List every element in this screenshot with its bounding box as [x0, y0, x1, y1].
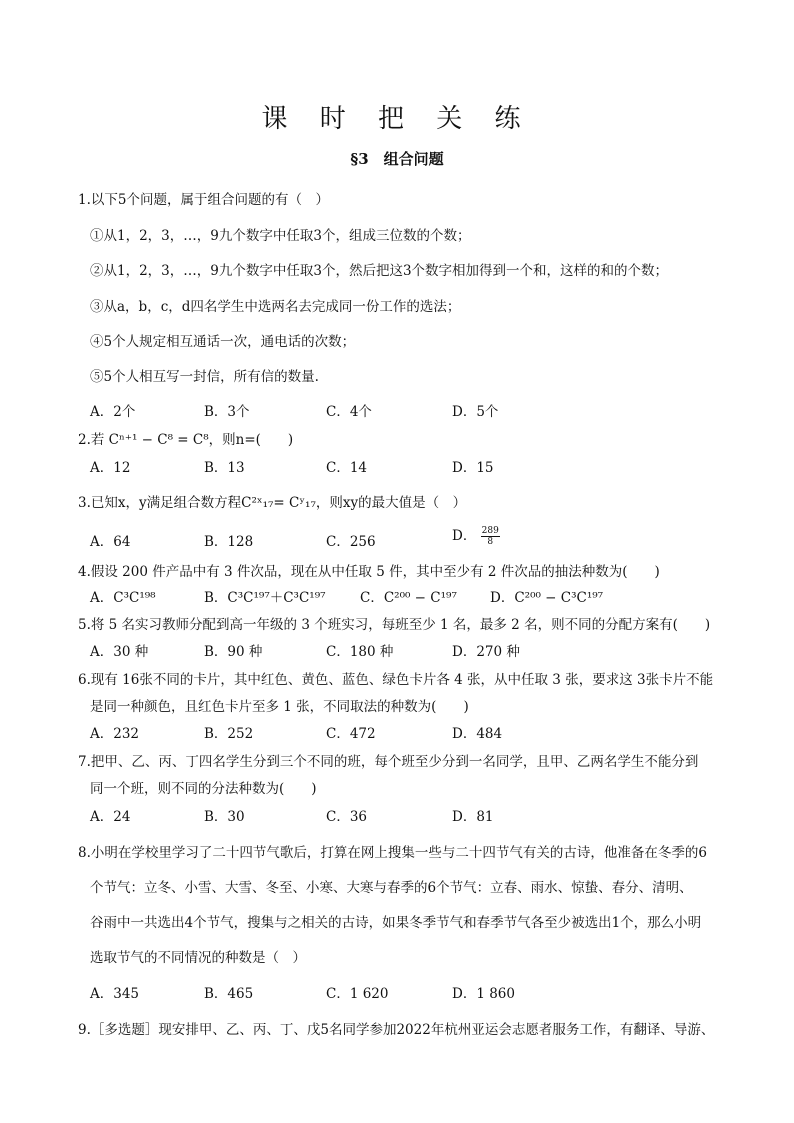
- question-6-option-d: D．484: [452, 726, 503, 742]
- question-2-stem: 2.若 Cⁿ⁺¹ − C⁸ = C⁸，则n=( ): [78, 432, 294, 448]
- question-5-stem: 5.将 5 名实习教师分配到高一年级的 3 个班实习，每班至少 1 名，最多 2 名，则不同的分配方案有( ): [78, 617, 711, 633]
- question-5-option-b: B．90 种: [204, 644, 263, 660]
- question-2-option-b: B．13: [204, 460, 245, 476]
- question-4-stem: 4.假设 200 件产品中有 3 件次品，现在从中任取 5 件，其中至少有 2 件次品的抽法种数为( ): [78, 564, 660, 580]
- question-1-item-4: ④5个人规定相互通话一次，通电话的次数；: [90, 334, 356, 350]
- question-8-option-c: C．1 620: [326, 986, 389, 1002]
- question-7-option-d: D．81: [452, 809, 494, 825]
- question-7-option-b: B．30: [204, 809, 245, 825]
- question-3-option-d-fraction: [481, 526, 500, 547]
- question-1-option-d: D．5个: [452, 404, 499, 420]
- question-6-option-b: B．252: [204, 726, 254, 742]
- question-5-option-a: A．30 种: [90, 644, 149, 660]
- question-4-option-b: B．C³C¹⁹⁷＋C³C¹⁹⁷: [204, 590, 326, 606]
- question-8-option-d: D．1 860: [452, 986, 515, 1002]
- question-1-item-3: ③从a，b，c，d四名学生中选两名去完成同一份工作的选法；: [90, 299, 461, 315]
- question-6-option-c: C．472: [326, 726, 376, 742]
- question-8-stem-cont-2: 谷雨中一共选出4个节气，搜集与之相关的古诗，如果冬季节气和春季节气各至少被选出1个，那么小明: [90, 915, 702, 931]
- question-3-option-a: A．64: [90, 534, 131, 550]
- question-3-stem: 3.已知x，y满足组合数方程C²ˣ₁₇= Cʸ₁₇，则xy的最大值是（ ）: [78, 495, 467, 511]
- section-subtitle: §3 组合问题: [350, 150, 444, 168]
- question-5-option-c: C．180 种: [326, 644, 394, 660]
- question-4-option-d: D．C²⁰⁰ − C³C¹⁹⁷: [490, 590, 604, 606]
- question-4-option-a: A．C³C¹⁹⁸: [90, 590, 156, 606]
- question-9-stem: 9.［多选题］现安排甲、乙、丙、丁、戊5名同学参加2022年杭州亚运会志愿者服务工作，有翻译、导游、: [78, 1022, 715, 1038]
- page-title: 课 时 把 关 练: [261, 104, 533, 134]
- question-8-stem-cont-3: 选取节气的不同情况的种数是（ ）: [90, 950, 306, 966]
- question-1-option-a: A．2个: [90, 404, 136, 420]
- question-2-option-d: D．15: [452, 460, 494, 476]
- question-1-item-5: ⑤5个人相互写一封信，所有信的数量.: [90, 369, 319, 385]
- question-1-stem: 1.以下5个问题，属于组合问题的有（ ）: [78, 192, 329, 208]
- question-3-option-c: C．256: [326, 534, 376, 550]
- question-2-option-c: C．14: [326, 460, 368, 476]
- question-7-stem-cont: 同一个班，则不同的分法种数为( ): [90, 781, 317, 797]
- question-8-stem: 8.小明在学校里学习了二十四节气歌后，打算在网上搜集一些与二十四节气有关的古诗，他准备在冬季的6: [78, 845, 707, 861]
- question-4-option-c: C．C²⁰⁰ − C¹⁹⁷: [360, 590, 457, 606]
- question-8-stem-cont-1: 个节气：立冬、小雪、大雪、冬至、小寒、大寒与春季的6个节气：立春、雨水、惊蛰、春分、清明、: [90, 880, 693, 896]
- question-2-option-a: A．12: [90, 460, 131, 476]
- question-1-item-2: ②从1，2，3，…，9九个数字中任取3个，然后把这3个数字相加得到一个和，这样的和的个数；: [90, 263, 669, 279]
- question-6-stem: 6.现有 16张不同的卡片，其中红色、黄色、蓝色、绿色卡片各 4 张，从中任取 3 张，要求这 3张卡片不能: [78, 672, 714, 688]
- fraction-numerator: 289: [481, 526, 499, 536]
- question-6-stem-cont: 是同一种颜色，且红色卡片至多 1 张，不同取法的种数为( ): [90, 699, 469, 715]
- question-6-option-a: A．232: [90, 726, 140, 742]
- question-3-option-b: B．128: [204, 534, 254, 550]
- question-1-option-b: B．3个: [204, 404, 250, 420]
- question-3-option-d: [452, 524, 500, 547]
- question-3-option-d-label: D．: [452, 528, 477, 544]
- question-7-stem: 7.把甲、乙、丙、丁四名学生分到三个不同的班，每个班至少分到一名同学，且甲、乙两名学生不能分到: [78, 754, 699, 770]
- question-5-option-d: D．270 种: [452, 644, 520, 660]
- question-7-option-a: A．24: [90, 809, 131, 825]
- question-1-item-1: ①从1，2，3，…，9九个数字中任取3个，组成三位数的个数；: [90, 228, 471, 244]
- question-8-option-b: B．465: [204, 986, 254, 1002]
- question-7-option-c: C．36: [326, 809, 368, 825]
- question-1-option-c: C．4个: [326, 404, 372, 420]
- fraction-denominator: 8: [487, 537, 494, 547]
- question-8-option-a: A．345: [90, 986, 140, 1002]
